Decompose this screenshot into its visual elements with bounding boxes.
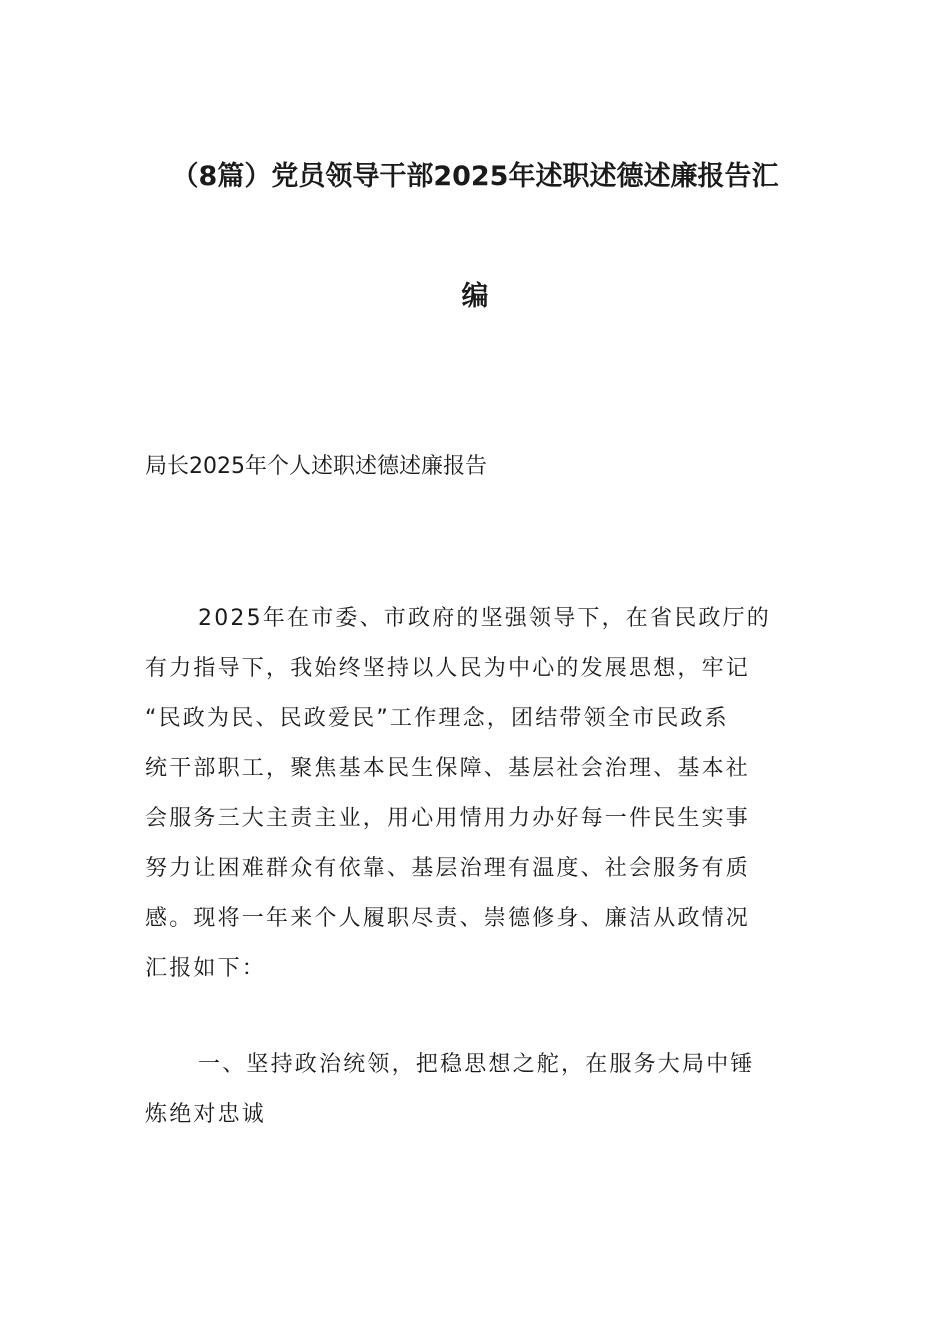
paragraph-line: 汇报如下： — [145, 956, 267, 981]
document-title-line2: 编 — [461, 281, 489, 312]
paragraph-line: 2025年在市委、市政府的坚强领导下，在省民政厅的 — [198, 606, 771, 631]
section-heading-1 — [145, 1040, 803, 1140]
document-title-line1: （8篇）党员领导干部2025年述职述德述廉报告汇 — [171, 161, 779, 192]
paragraph-line: 努力让困难群众有依靠、基层治理有温度、社会服务有质 — [145, 856, 751, 881]
section-heading-line: 一、坚持政治统领，把稳思想之舵，在服务大局中锤 — [198, 1052, 755, 1077]
paragraph-line: 统干部职工，聚焦基本民生保障、基层社会治理、基本社 — [145, 756, 751, 781]
paragraph-line: “民政为民、民政爱民”工作理念，团结带领全市民政系 — [145, 706, 729, 731]
report-subtitle: 局长2025年个人述职述德述廉报告 — [145, 454, 487, 479]
intro-paragraph — [145, 594, 803, 994]
paragraph-line: 有力指导下，我始终坚持以人民为中心的发展思想，牢记 — [145, 656, 751, 681]
paragraph-line: 感。现将一年来个人履职尽责、崇德修身、廉洁从政情况 — [145, 906, 751, 931]
paragraph-line: 会服务三大主责主业，用心用情用力办好每一件民生实事 — [145, 806, 751, 831]
section-heading-line: 炼绝对忠诚 — [145, 1102, 267, 1127]
